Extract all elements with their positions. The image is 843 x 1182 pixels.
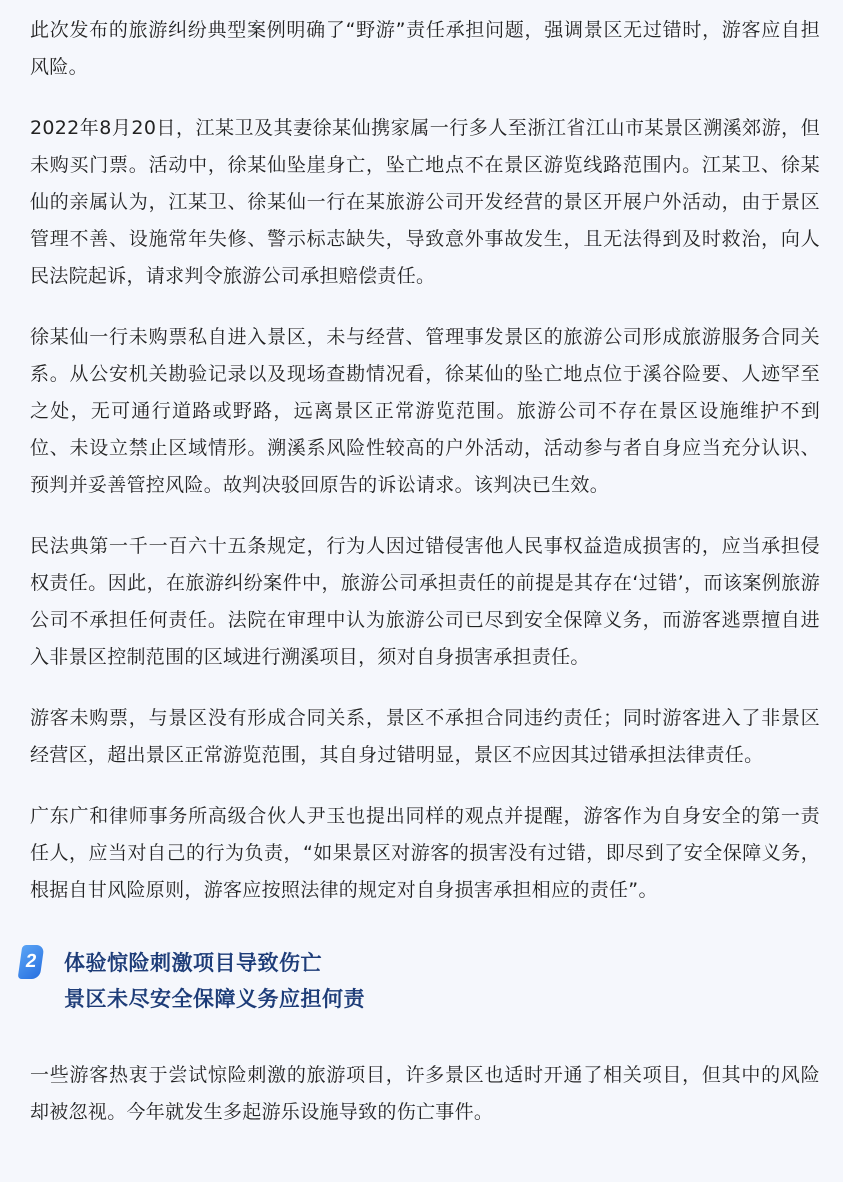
paragraph-case-facts: 2022年8月20日，江某卫及其妻徐某仙携家属一行多人至浙江省江山市某景区溯溪郊游，但未购买门票。活动中，徐某仙坠崖身亡，坠亡地点不在景区游览线路范围内。江某卫、徐某仙的亲属认为，江某卫、徐某仙一行在某旅游公司开发经营的景区开展户外活动，由于景区管理不善、设施常年失修、警示标志缺失，导致意外事故发生，且无法得到及时救治，向人民法院起诉，请求判令旅游公司承担赔偿责任。 [30,117,820,287]
article-body [24,12,820,1155]
paragraph-court-ruling: 徐某仙一行未购票私自进入景区，未与经营、管理事发景区的旅游公司形成旅游服务合同关系。从公安机关勘验记录以及现场查勘情况看，徐某仙的坠亡地点位于溪谷险要、人迹罕至之处，无可通行道路或野路，远离景区正常游览范围。旅游公司不存在景区设施维护不到位、未设立禁止区域情形。溯溪系风险性较高的户外活动，活动参与者自身应当充分认识、预判并妥善管控风险。故判决驳回原告的诉讼请求。该判决已生效。 [30,326,820,496]
paragraph-contract-analysis: 游客未购票，与景区没有形成合同关系，景区不承担合同违约责任；同时游客进入了非景区经营区，超出景区正常游览范围，其自身过错明显，景区不应因其过错承担法律责任。 [30,707,820,766]
section-title-line-2: 景区未尽安全保障义务应担何责 [64,987,365,1011]
section-number-badge: 2 [18,945,45,979]
paragraph-lawyer-opinion: 广东广和律师事务所高级合伙人尹玉也提出同样的观点并提醒，游客作为自身安全的第一责任人，应当对自己的行为负责，“如果景区对游客的损害没有过错，即尽到了安全保障义务，根据自甘风险原则，游客应按照法律的规定对自身损害承担相应的责任”。 [30,805,820,901]
paragraph-thrill-intro: 一些游客热衷于尝试惊险刺激的旅游项目，许多景区也适时开通了相关项目，但其中的风险却被忽视。今年就发生多起游乐设施导致的伤亡事件。 [30,1064,820,1123]
paragraph-civil-code: 民法典第一千一百六十五条规定，行为人因过错侵害他人民事权益造成损害的，应当承担侵权责任。因此，在旅游纠纷案件中，旅游公司承担责任的前提是其存在‘过错’，而该案例旅游公司不承担任何责任。法院在审理中认为旅游公司已尽到安全保障义务，而游客逃票擅自进入非景区控制范围的区域进行溯溪项目，须对自身损害承担责任。 [30,535,820,668]
paragraph-intro: 此次发布的旅游纠纷典型案例明确了“野游”责任承担问题，强调景区无过错时，游客应自担风险。 [30,19,820,78]
section-heading [20,945,820,1021]
section-title-line-1: 体验惊险刺激项目导致伤亡 [64,951,322,975]
